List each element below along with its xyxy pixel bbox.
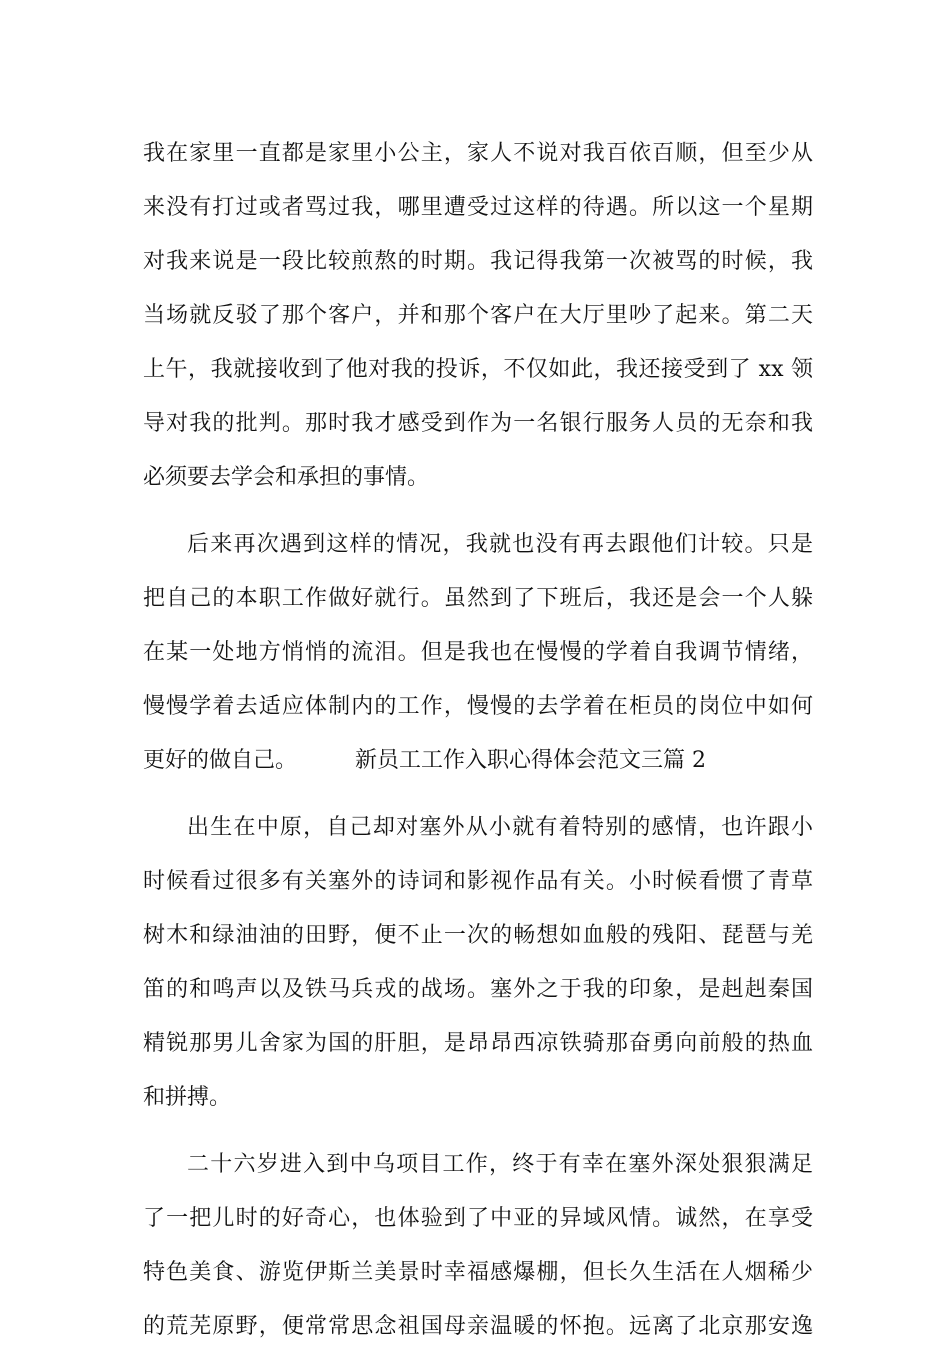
text-line: 后来再次遇到这样的情况，我就也没有再去跟他们计较。只是 xyxy=(187,532,813,557)
text-line: 在某一处地方悄悄的流泪。但是我也在慢慢的学着自我调节情绪， xyxy=(143,640,813,665)
text-line: 慢慢学着去适应体制内的工作，慢慢的去学着在柜员的岗位中如何 xyxy=(143,694,813,719)
text-line: 二十六岁进入到中乌项目工作，终于有幸在塞外深处狠狠满足 xyxy=(187,1152,813,1177)
text-line-with-title xyxy=(143,734,813,788)
text-line: 的荒芜原野，便常常思念祖国母亲温暖的怀抱。远离了北京那安逸 xyxy=(143,1314,813,1339)
text-line: 笛的和鸣声以及铁马兵戎的战场。塞外之于我的印象，是赳赳秦国 xyxy=(143,977,813,1002)
text-line: 当场就反驳了那个客户，并和那个客户在大厅里吵了起来。第二天 xyxy=(143,303,813,328)
text-line: 对我来说是一段比较煎熬的时期。我记得我第一次被骂的时候，我 xyxy=(143,249,813,274)
text-line: 精锐那男儿舍家为国的肝胆，是昂昂西凉铁骑那奋勇向前般的热血 xyxy=(143,1031,813,1056)
text-line: 把自己的本职工作做好就行。虽然到了下班后，我还是会一个人躲 xyxy=(143,586,813,611)
paragraph-4 xyxy=(143,1138,813,1354)
text-line: 我在家里一直都是家里小公主，家人不说对我百依百顺，但至少从 xyxy=(143,141,813,166)
document-body xyxy=(143,127,813,1354)
text-line: 更好的做自己。 xyxy=(143,748,298,773)
text-line: 时候看过很多有关塞外的诗词和影视作品有关。小时候看惯了青草 xyxy=(143,869,813,894)
text-line: 必须要去学会和承担的事情。 xyxy=(143,465,430,490)
text-line: 来没有打过或者骂过我，哪里遭受过这样的待遇。所以这一个星期 xyxy=(143,195,813,220)
text-line: 出生在中原，自己却对塞外从小就有着特别的感情，也许跟小 xyxy=(187,815,813,840)
text-line: 和拼搏。 xyxy=(143,1085,232,1110)
text-line: 上午，我就接收到了他对我的投诉，不仅如此，我还接受到了 xx 领 xyxy=(143,357,813,382)
text-line: 了一把儿时的好奇心，也体验到了中亚的异域风情。诚然，在享受 xyxy=(143,1206,813,1231)
paragraph-1 xyxy=(143,127,813,505)
text-line: 特色美食、游览伊斯兰美景时幸福感爆棚，但长久生活在人烟稀少 xyxy=(143,1260,813,1285)
paragraph-3 xyxy=(143,801,813,1125)
paragraph-2 xyxy=(143,518,813,788)
section-title: 新员工工作入职心得体会范文三篇 2 xyxy=(355,748,707,773)
text-line: 树木和绿油油的田野，便不止一次的畅想如血般的残阳、琵琶与羌 xyxy=(143,923,813,948)
text-line: 导对我的批判。那时我才感受到作为一名银行服务人员的无奈和我 xyxy=(143,411,813,436)
